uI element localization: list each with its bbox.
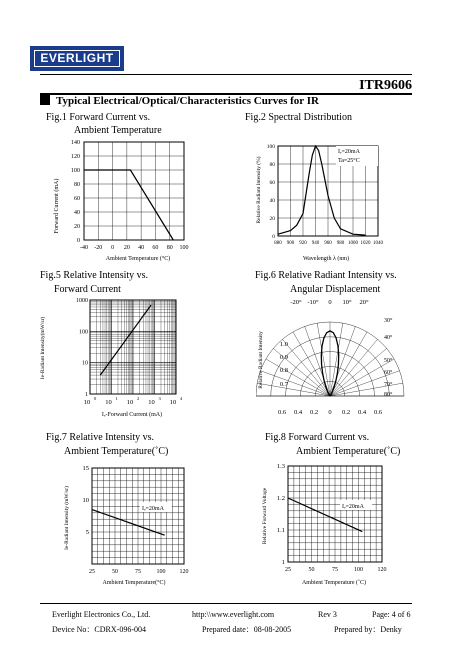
fig5-series-line — [100, 305, 151, 375]
fig1-chart — [48, 136, 198, 264]
fig6-bottom-tick: 0.4 — [293, 409, 303, 416]
fig5-xtick: 10 — [148, 399, 155, 406]
fig2-xtick: 900 — [286, 241, 295, 246]
fig1-xtick: -20 — [94, 245, 103, 251]
fig1-ytick: 120 — [71, 154, 80, 160]
fig2-xlabel: Wavelength λ (nm) — [302, 256, 350, 262]
fig1-ytick: 60 — [74, 196, 80, 202]
fig1-ytick: 80 — [74, 182, 80, 188]
fig1-xtick: 80 — [166, 245, 173, 251]
footer-url-link[interactable]: http:\\www.everlight.com — [192, 610, 275, 619]
fig6-top-angle: 0 — [328, 299, 332, 306]
fig6-bottom-tick: 0.6 — [277, 409, 287, 416]
fig1-series-line — [84, 170, 173, 240]
fig2-xtick: 980 — [336, 241, 345, 246]
fig6-right-angle: 50° — [384, 358, 393, 364]
fig2-xtick: 1020 — [360, 241, 371, 246]
fig5-xtick: 10 — [126, 399, 134, 406]
fig1-xtick: -40 — [80, 245, 88, 251]
fig2-ytick: 60 — [269, 180, 275, 186]
fig5-caption-line2: Forward Current — [54, 284, 121, 295]
fig1-xtick: 20 — [123, 245, 130, 251]
fig6-left-tick: 0.8 — [279, 367, 288, 374]
fig5-xtick-exp: 3 — [158, 396, 161, 401]
fig5-ylabel: Ie-Radiant Intensity(mW/sr) — [40, 316, 46, 380]
fig5-xtick-exp: 2 — [137, 396, 140, 401]
fig6-right-angle: 80° — [384, 392, 393, 398]
fig7-series-line — [92, 510, 165, 536]
fig7-caption-line2: Ambient Temperature(˚C) — [64, 446, 169, 457]
footer-page: Page: 4 of 6 — [372, 610, 411, 619]
fig7-xtick: 25 — [89, 569, 95, 575]
fig1-caption-line1: Fig.1 Forward Current vs. — [46, 112, 151, 123]
fig1-ytick: 0 — [77, 238, 80, 244]
fig1-ytick: 40 — [74, 210, 80, 216]
fig5-chart — [36, 296, 186, 420]
fig5-xtick: 10 — [83, 399, 91, 406]
fig2-legend-line1: Iₑ=20mA — [338, 149, 360, 155]
fig8-xtick: 50 — [308, 567, 315, 573]
fig6-top-angle: 20° — [359, 299, 369, 306]
fig2-xtick: 940 — [311, 241, 320, 246]
fig6-bottom-tick: 0.4 — [357, 409, 367, 416]
logo-text: EVERLIGHT — [34, 50, 120, 67]
fig1-xtick: 40 — [138, 245, 145, 251]
fig7-xtick: 120 — [179, 569, 189, 575]
fig5-xtick-exp: 0 — [94, 396, 97, 401]
fig2-ytick: 100 — [266, 144, 275, 150]
section-title — [40, 95, 319, 107]
fig8-caption-line1: Fig.8 Forward Current vs. — [265, 432, 370, 443]
fig1-xtick: 100 — [179, 245, 189, 251]
fig6-right-angle: 40° — [384, 335, 393, 341]
fig1-xtick: 60 — [152, 245, 159, 251]
fig6-top-angle: -20° — [290, 299, 302, 306]
fig6-bottom-tick: 0.6 — [373, 409, 383, 416]
fig5-ytick: 1 — [85, 392, 88, 398]
footer-company: Everlight Electronics Co., Ltd. — [52, 610, 151, 619]
fig5-xtick: 10 — [105, 399, 112, 406]
fig1-ytick: 20 — [74, 224, 80, 230]
fig8-xtick: 120 — [377, 567, 387, 573]
fig6-bottom-tick: 0.2 — [341, 409, 351, 416]
fig5-xtick: 10 — [169, 399, 177, 406]
fig8-xtick: 75 — [332, 567, 338, 573]
fig2-xtick: 960 — [324, 241, 332, 246]
fig5-xlabel: Iₑ-Forward Current (mA) — [101, 412, 163, 418]
fig7-xtick: 100 — [156, 569, 166, 575]
fig1-xtick: 0 — [111, 245, 115, 251]
footer-rev: Rev 3 — [318, 610, 337, 619]
section-title-text: Typical Electrical/Optical/Characteristics Curves for IR — [56, 95, 319, 107]
fig1-frame — [84, 142, 184, 240]
fig6-bottom-tick: 0 — [328, 409, 332, 416]
footer-prepared-by: Prepared by：Denky — [334, 625, 402, 634]
fig2-ytick: 20 — [269, 216, 275, 222]
fig6-left-tick: 0.7 — [279, 381, 288, 388]
fig1-ytick: 140 — [71, 140, 80, 146]
fig8-ytick: 1.2 — [276, 495, 285, 502]
fig8-ytick: 1 — [281, 559, 285, 566]
fig7-xlabel: Ambient Temperature(°C) — [102, 580, 166, 586]
fig8-ylabel: Relative Forward Voltage — [262, 487, 268, 545]
fig6-chart — [256, 294, 406, 420]
fig5-xtick-exp: 4 — [180, 396, 183, 401]
fig2-ytick: 0 — [272, 234, 275, 240]
fig6-top-angle: 10° — [342, 299, 352, 306]
fig7-xtick: 50 — [112, 569, 118, 575]
fig6-right-angle: 60° — [384, 370, 393, 376]
everlight-logo — [30, 46, 124, 71]
fig2-xtick: 1000 — [348, 241, 358, 246]
fig1-caption-line2: Ambient Temperature — [74, 125, 162, 136]
fig7-ylabel: Ie-Radiant Intensity (mW/sr) — [64, 486, 70, 550]
fig6-bottom-tick: 0.2 — [309, 409, 319, 416]
fig7-chart — [58, 462, 194, 588]
fig7-legend: Iₑ=20mA — [142, 506, 164, 512]
fig7-ytick: 10 — [82, 497, 89, 504]
fig6-caption-line1: Fig.6 Relative Radiant Intensity vs. — [255, 270, 397, 281]
fig8-caption-line2: Ambient Temperature(˚C) — [296, 446, 401, 457]
fig8-chart — [258, 460, 392, 588]
fig6-left-tick: 1.0 — [279, 341, 288, 348]
fig2-xtick: 920 — [299, 241, 307, 246]
fig8-xlabel: Ambient Temperature (˚C) — [301, 580, 367, 586]
fig2-ytick: 80 — [269, 162, 275, 168]
fig6-left-tick: 0.9 — [279, 354, 288, 361]
footer-device-no: Device No：CDRX-096-004 — [52, 625, 146, 634]
fig2-xtick: 880 — [274, 241, 282, 246]
footer-prepared-date: Prepared date：08-08-2005 — [202, 625, 292, 634]
fig2-xtick: 1040 — [373, 241, 383, 246]
fig6-ylabel: Relative Radiant Intensity — [258, 331, 264, 389]
fig7-xtick: 75 — [135, 569, 141, 575]
fig5-xtick-exp: 1 — [115, 396, 118, 401]
fig6-top-angle: -10° — [307, 299, 319, 306]
fig8-ytick: 1.3 — [276, 463, 285, 470]
fig8-xtick: 25 — [285, 567, 291, 573]
part-number: ITR9606 — [359, 78, 412, 93]
footer-rule — [40, 603, 412, 604]
fig1-xlabel: Ambient Temperature (°C) — [105, 256, 171, 262]
fig7-ytick: 15 — [82, 465, 89, 472]
fig7-caption-line1: Fig.7 Relative Intensity vs. — [46, 432, 155, 443]
fig2-ytick: 40 — [269, 198, 275, 204]
fig2-chart — [254, 140, 384, 264]
fig8-xtick: 100 — [354, 567, 363, 573]
fig7-ytick: 5 — [85, 529, 89, 536]
fig6-right-angle: 30° — [384, 318, 393, 324]
fig2-ylabel: Relative Radiant Intensity (%) — [256, 156, 262, 224]
fig2-caption: Fig.2 Spectral Distribution — [245, 112, 352, 123]
bullet-square-icon — [40, 95, 50, 105]
fig1-ylabel: Forward Current (mA) — [54, 178, 60, 234]
fig8-ytick: 1.1 — [276, 527, 285, 534]
fig2-legend-line2: Ta=25°C — [338, 158, 360, 164]
fig5-ytick: 100 — [79, 329, 88, 336]
fig5-ytick: 10 — [82, 360, 88, 367]
header-rule — [40, 74, 412, 75]
fig6-right-angle: 70° — [384, 382, 393, 388]
fig5-ytick: 1000 — [76, 298, 88, 304]
fig1-ytick: 100 — [71, 168, 80, 174]
fig8-legend: Iₑ=20mA — [342, 504, 364, 510]
fig6-caption-line2: Angular Displacement — [290, 284, 381, 295]
fig5-caption-line1: Fig.5 Relative Intensity vs. — [40, 270, 149, 281]
